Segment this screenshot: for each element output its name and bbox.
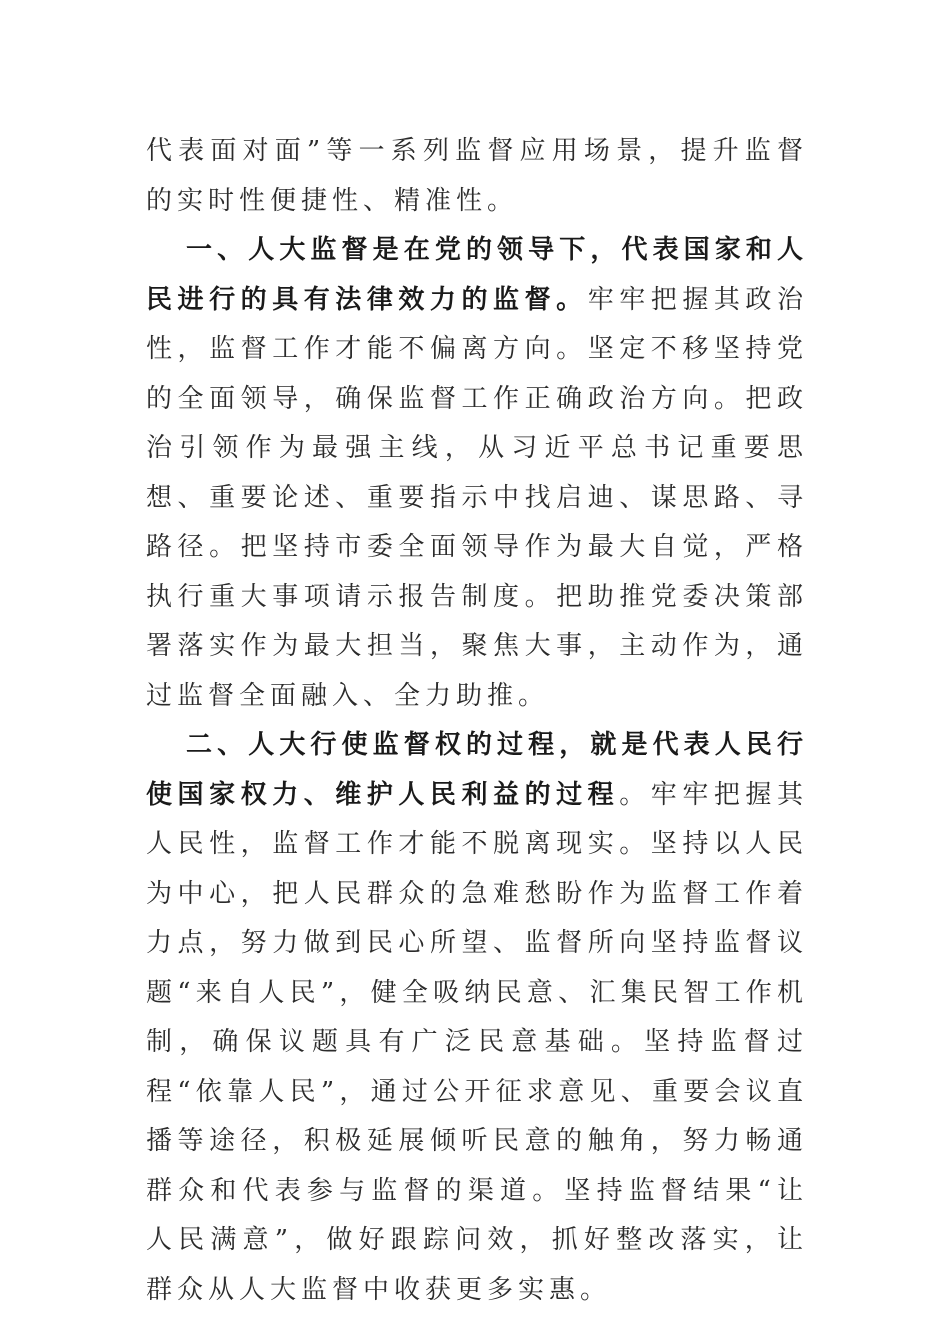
- section-2-body: 。牢牢把握其人民性，监督工作才能不脱离现实。坚持以人民为中心，把人民群众的急难愁盼作为监督工作着力点，努力做到民心所望、监督所向坚持监督议题“来自人民”，健全吸纳民意、汇集民智工作机制，确保议题具有广泛民意基础。坚持监督过程“依靠人民”，通过公开征求意见、重要会议直播等途径，积极延展倾听民意的触角，努力畅通群众和代表参与监督的渠道。坚持监督结果“让人民满意”，做好跟踪问效，抓好整改落实，让群众从人大监督中收获更多实惠。: [146, 779, 808, 1305]
- document-body: [146, 127, 808, 1315]
- section-2-paragraph: [146, 721, 808, 1315]
- continuation-paragraph: 代表面对面”等一系列监督应用场景，提升监督的实时性便捷性、精准性。: [146, 136, 808, 216]
- section-1-body: 牢牢把握其政治性，监督工作才能不偏离方向。坚定不移坚持党的全面领导，确保监督工作正确政治方向。把政治引领作为最强主线，从习近平总书记重要思想、重要论述、重要指示中找启迪、谋思路、寻路径。把坚持市委全面领导作为最大自觉，严格执行重大事项请示报告制度。把助推党委决策部署落实作为最大担当，聚焦大事，主动作为，通过监督全面融入、全力助推。: [146, 284, 808, 711]
- section-1-heading: 一、人大监督是在党的领导下，代表国家和人民进行的具有法律效力的监督。: [146, 235, 808, 315]
- section-2-heading: 二、人大行使监督权的过程，就是代表人民行使国家权力、维护人民利益的过程: [146, 730, 808, 810]
- section-1-paragraph: [146, 226, 808, 721]
